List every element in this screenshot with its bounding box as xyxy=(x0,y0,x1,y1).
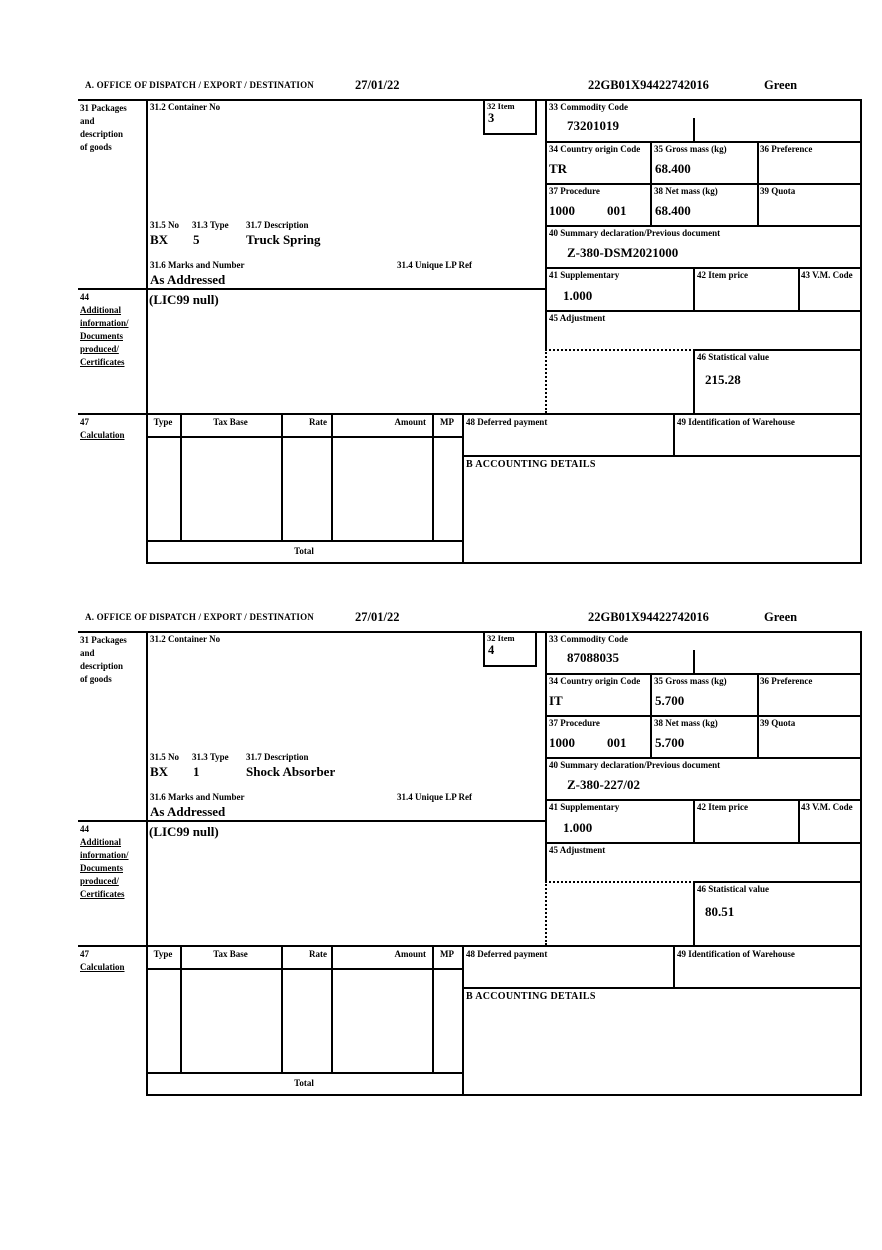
package-type-value: 1 xyxy=(193,764,200,779)
declaration-item-section xyxy=(0,610,882,1102)
box44-label xyxy=(80,823,129,901)
form-top-border xyxy=(78,631,862,633)
procedure-code-value: 1000 xyxy=(549,203,575,218)
box46-top-border xyxy=(693,349,862,351)
calculation-label: Calculation xyxy=(80,962,125,972)
box32-right-border xyxy=(535,99,537,135)
box33-bottom-border xyxy=(545,673,862,675)
box47-label xyxy=(80,948,125,974)
tax-table-column-line xyxy=(281,945,283,1072)
box34-row-bottom-border xyxy=(545,183,862,185)
box44-box47-divider xyxy=(78,945,862,947)
box40-bottom-border xyxy=(545,267,862,269)
adjustment-label: 45 Adjustment xyxy=(549,845,606,855)
additional-information-value: (LIC99 null) xyxy=(149,824,219,839)
box31-label-line: of goods xyxy=(80,674,112,684)
supplementary-label: 41 Supplementary xyxy=(549,802,620,812)
tax-table-bottom-border xyxy=(146,1072,462,1074)
tax-type-column-header: Type xyxy=(153,949,173,959)
additional-information-value: (LIC99 null) xyxy=(149,292,219,307)
description-label: 31.7 Description xyxy=(246,752,309,762)
warehouse-id-label: 49 Identification of Warehouse xyxy=(677,949,795,959)
container-no-label: 31.2 Container No xyxy=(150,102,221,112)
commodity-code-label: 33 Commodity Code xyxy=(549,634,628,644)
box31-label-line: 31 Packages xyxy=(80,103,127,113)
box44-label-line: Additional xyxy=(80,305,122,315)
quota-label: 39 Quota xyxy=(760,186,796,196)
supplementary-label: 41 Supplementary xyxy=(549,270,620,280)
commodity-code-value: 87088035 xyxy=(567,650,619,665)
rate-column-header: Rate xyxy=(309,417,327,427)
box45-dotted-bottom-border xyxy=(545,881,695,883)
summary-declaration-label: 40 Summary declaration/Previous document xyxy=(549,760,721,770)
accounting-top-border xyxy=(462,987,862,989)
commodity-code-label: 33 Commodity Code xyxy=(549,102,628,112)
box44-label-line: Certificates xyxy=(80,889,125,899)
country-origin-value: TR xyxy=(549,161,568,176)
box44-label-line: Documents xyxy=(80,331,123,341)
country-origin-label: 34 Country origin Code xyxy=(549,676,641,686)
declaration-date: 27/01/22 xyxy=(355,78,400,92)
form-bottom-border xyxy=(146,562,862,564)
accounting-details-heading: B ACCOUNTING DETAILS xyxy=(466,459,596,470)
package-type-label: 31.3 Type xyxy=(192,752,229,762)
supplementary-units-value: 1.000 xyxy=(563,288,593,303)
quota-label: 39 Quota xyxy=(760,718,796,728)
net-mass-value: 5.700 xyxy=(655,735,685,750)
mp-column-header: MP xyxy=(440,949,454,959)
tax-table-column-line xyxy=(432,945,434,1072)
box44-box47-divider xyxy=(78,413,862,415)
form-bottom-border xyxy=(146,1094,862,1096)
goods-description-value: Truck Spring xyxy=(246,232,321,247)
tax-table-column-line xyxy=(432,413,434,540)
form-right-border xyxy=(860,99,862,562)
procedure-code-2-value: 001 xyxy=(607,735,627,750)
box40-bottom-border xyxy=(545,799,862,801)
box32-right-border xyxy=(535,631,537,667)
vm-code-label: 43 V.M. Code xyxy=(801,270,853,280)
box31-label-line: description xyxy=(80,129,124,139)
procedure-label: 37 Procedure xyxy=(549,186,600,196)
adjustment-label: 45 Adjustment xyxy=(549,313,606,323)
box44-label-line: Additional xyxy=(80,837,122,847)
mrn-value: 22GB01X94422742016 xyxy=(588,610,709,624)
box31-label xyxy=(80,634,127,686)
package-code-value: BX xyxy=(150,764,169,779)
office-of-dispatch-label: A. OFFICE OF DISPATCH / EXPORT / DESTINATION xyxy=(85,80,315,90)
box42-box43-divider xyxy=(798,799,800,842)
box46-top-border xyxy=(693,881,862,883)
item-price-label: 42 Item price xyxy=(697,270,748,280)
box44-label-line: produced/ xyxy=(80,344,119,354)
box44-label-line: information/ xyxy=(80,850,129,860)
label-column-divider xyxy=(146,631,148,1096)
statistical-value-label: 46 Statistical value xyxy=(697,352,769,362)
goods-description-value: Shock Absorber xyxy=(246,764,336,779)
box44-label-line: Certificates xyxy=(80,357,125,367)
summary-declaration-label: 40 Summary declaration/Previous document xyxy=(549,228,721,238)
deferred-payment-label: 48 Deferred payment xyxy=(466,949,548,959)
amount-column-header: Amount xyxy=(394,949,426,959)
warehouse-id-label: 49 Identification of Warehouse xyxy=(677,417,795,427)
tax-base-column-header: Tax Base xyxy=(213,949,248,959)
right-column-left-border xyxy=(545,99,547,349)
amount-column-header: Amount xyxy=(394,417,426,427)
procedure-code-2-value: 001 xyxy=(607,203,627,218)
tax-table-column-line xyxy=(180,945,182,1072)
marks-and-number-value: As Addressed xyxy=(150,804,226,819)
vm-code-label: 43 V.M. Code xyxy=(801,802,853,812)
marks-number-label: 31.6 Marks and Number xyxy=(150,792,245,802)
box45-dotted-bottom-border xyxy=(545,349,695,351)
declaration-date: 27/01/22 xyxy=(355,610,400,624)
right-column-left-border xyxy=(545,631,547,881)
box44-label-line: produced/ xyxy=(80,876,119,886)
tax-base-column-header: Tax Base xyxy=(213,417,248,427)
declaration-item-section xyxy=(0,78,882,570)
box48-box49-divider xyxy=(673,945,675,987)
description-label: 31.7 Description xyxy=(246,220,309,230)
commodity-code-value: 73201019 xyxy=(567,118,619,133)
container-no-label: 31.2 Container No xyxy=(150,634,221,644)
tax-table-column-line xyxy=(180,413,182,540)
box44-number: 44 xyxy=(80,292,89,302)
box31-label-line: and xyxy=(80,648,95,658)
item-box-label: 32 Item xyxy=(487,633,515,643)
box41-box42-divider xyxy=(693,267,695,310)
box47-number: 47 xyxy=(80,417,89,427)
box31-box44-divider xyxy=(78,288,545,290)
item-number-value: 3 xyxy=(488,111,495,125)
net-mass-label: 38 Net mass (kg) xyxy=(654,718,718,728)
box32-bottom-border xyxy=(483,133,537,135)
previous-document-value: Z-380-227/02 xyxy=(567,777,640,792)
marks-number-label: 31.6 Marks and Number xyxy=(150,260,245,270)
item-price-label: 42 Item price xyxy=(697,802,748,812)
tax-table-header-underline xyxy=(146,436,462,438)
supplementary-units-value: 1.000 xyxy=(563,820,593,835)
calculation-label: Calculation xyxy=(80,430,125,440)
box46-left-border xyxy=(693,881,695,945)
box48-box49-divider xyxy=(673,413,675,455)
box31-label-line: 31 Packages xyxy=(80,635,127,645)
box34-box35-divider xyxy=(650,673,652,757)
form-top-border xyxy=(78,99,862,101)
box31-label xyxy=(80,102,127,154)
box42-box43-divider xyxy=(798,267,800,310)
mp-column-header: MP xyxy=(440,417,454,427)
box33-bottom-border xyxy=(545,141,862,143)
statistical-value: 80.51 xyxy=(705,904,735,919)
package-no-label: 31.5 No xyxy=(150,220,179,230)
box46-dotted-left-border xyxy=(545,349,547,413)
tax-table-bottom-border xyxy=(146,540,462,542)
rate-column-header: Rate xyxy=(309,949,327,959)
commodity-code-separator-tick xyxy=(693,650,695,673)
package-code-value: BX xyxy=(150,232,169,247)
box44-label-line: Documents xyxy=(80,863,123,873)
box32-left-border xyxy=(483,631,485,665)
statistical-value-label: 46 Statistical value xyxy=(697,884,769,894)
box32-bottom-border xyxy=(483,665,537,667)
unique-lp-ref-label: 31.4 Unique LP Ref xyxy=(397,792,473,802)
procedure-code-value: 1000 xyxy=(549,735,575,750)
statistical-value: 215.28 xyxy=(705,372,741,387)
previous-document-value: Z-380-DSM2021000 xyxy=(567,245,679,260)
package-type-value: 5 xyxy=(193,232,200,247)
country-origin-label: 34 Country origin Code xyxy=(549,144,641,154)
box44-label xyxy=(80,291,129,369)
box44-number: 44 xyxy=(80,824,89,834)
box37-row-bottom-border xyxy=(545,757,862,759)
box41-row-bottom-border xyxy=(545,842,862,844)
box31-label-line: and xyxy=(80,116,95,126)
deferred-payment-label: 48 Deferred payment xyxy=(466,417,548,427)
unique-lp-ref-label: 31.4 Unique LP Ref xyxy=(397,260,473,270)
label-column-divider xyxy=(146,99,148,564)
total-row-label: Total xyxy=(294,546,314,556)
procedure-label: 37 Procedure xyxy=(549,718,600,728)
item-number-value: 4 xyxy=(488,643,495,657)
tax-table-header-underline xyxy=(146,968,462,970)
tax-type-column-header: Type xyxy=(153,417,173,427)
tax-table-column-line xyxy=(331,945,333,1072)
accounting-details-heading: B ACCOUNTING DETAILS xyxy=(466,991,596,1002)
marks-and-number-value: As Addressed xyxy=(150,272,226,287)
box31-label-line: description xyxy=(80,661,124,671)
box34-row-bottom-border xyxy=(545,715,862,717)
routing-status: Green xyxy=(764,78,798,92)
box46-dotted-left-border xyxy=(545,881,547,945)
tax-table-right-border xyxy=(462,413,464,562)
preference-label: 36 Preference xyxy=(760,676,813,686)
box31-label-line: of goods xyxy=(80,142,112,152)
box32-left-border xyxy=(483,99,485,133)
box35-box36-divider xyxy=(757,673,759,757)
package-no-label: 31.5 No xyxy=(150,752,179,762)
preference-label: 36 Preference xyxy=(760,144,813,154)
tax-table-right-border xyxy=(462,945,464,1094)
package-type-label: 31.3 Type xyxy=(192,220,229,230)
office-of-dispatch-label: A. OFFICE OF DISPATCH / EXPORT / DESTINATION xyxy=(85,612,315,622)
accounting-top-border xyxy=(462,455,862,457)
total-row-label: Total xyxy=(294,1078,314,1088)
box46-left-border xyxy=(693,349,695,413)
commodity-code-separator-tick xyxy=(693,118,695,141)
form-right-border xyxy=(860,631,862,1094)
net-mass-value: 68.400 xyxy=(655,203,691,218)
gross-mass-value: 5.700 xyxy=(655,693,685,708)
box47-number: 47 xyxy=(80,949,89,959)
box35-box36-divider xyxy=(757,141,759,225)
box41-row-bottom-border xyxy=(545,310,862,312)
routing-status: Green xyxy=(764,610,798,624)
box34-box35-divider xyxy=(650,141,652,225)
tax-table-column-line xyxy=(331,413,333,540)
box44-label-line: information/ xyxy=(80,318,129,328)
box47-label xyxy=(80,416,125,442)
box37-row-bottom-border xyxy=(545,225,862,227)
tax-table-column-line xyxy=(281,413,283,540)
country-origin-value: IT xyxy=(549,693,563,708)
net-mass-label: 38 Net mass (kg) xyxy=(654,186,718,196)
gross-mass-value: 68.400 xyxy=(655,161,691,176)
item-box-label: 32 Item xyxy=(487,101,515,111)
gross-mass-label: 35 Gross mass (kg) xyxy=(654,676,727,686)
box41-box42-divider xyxy=(693,799,695,842)
mrn-value: 22GB01X94422742016 xyxy=(588,78,709,92)
box31-box44-divider xyxy=(78,820,545,822)
gross-mass-label: 35 Gross mass (kg) xyxy=(654,144,727,154)
